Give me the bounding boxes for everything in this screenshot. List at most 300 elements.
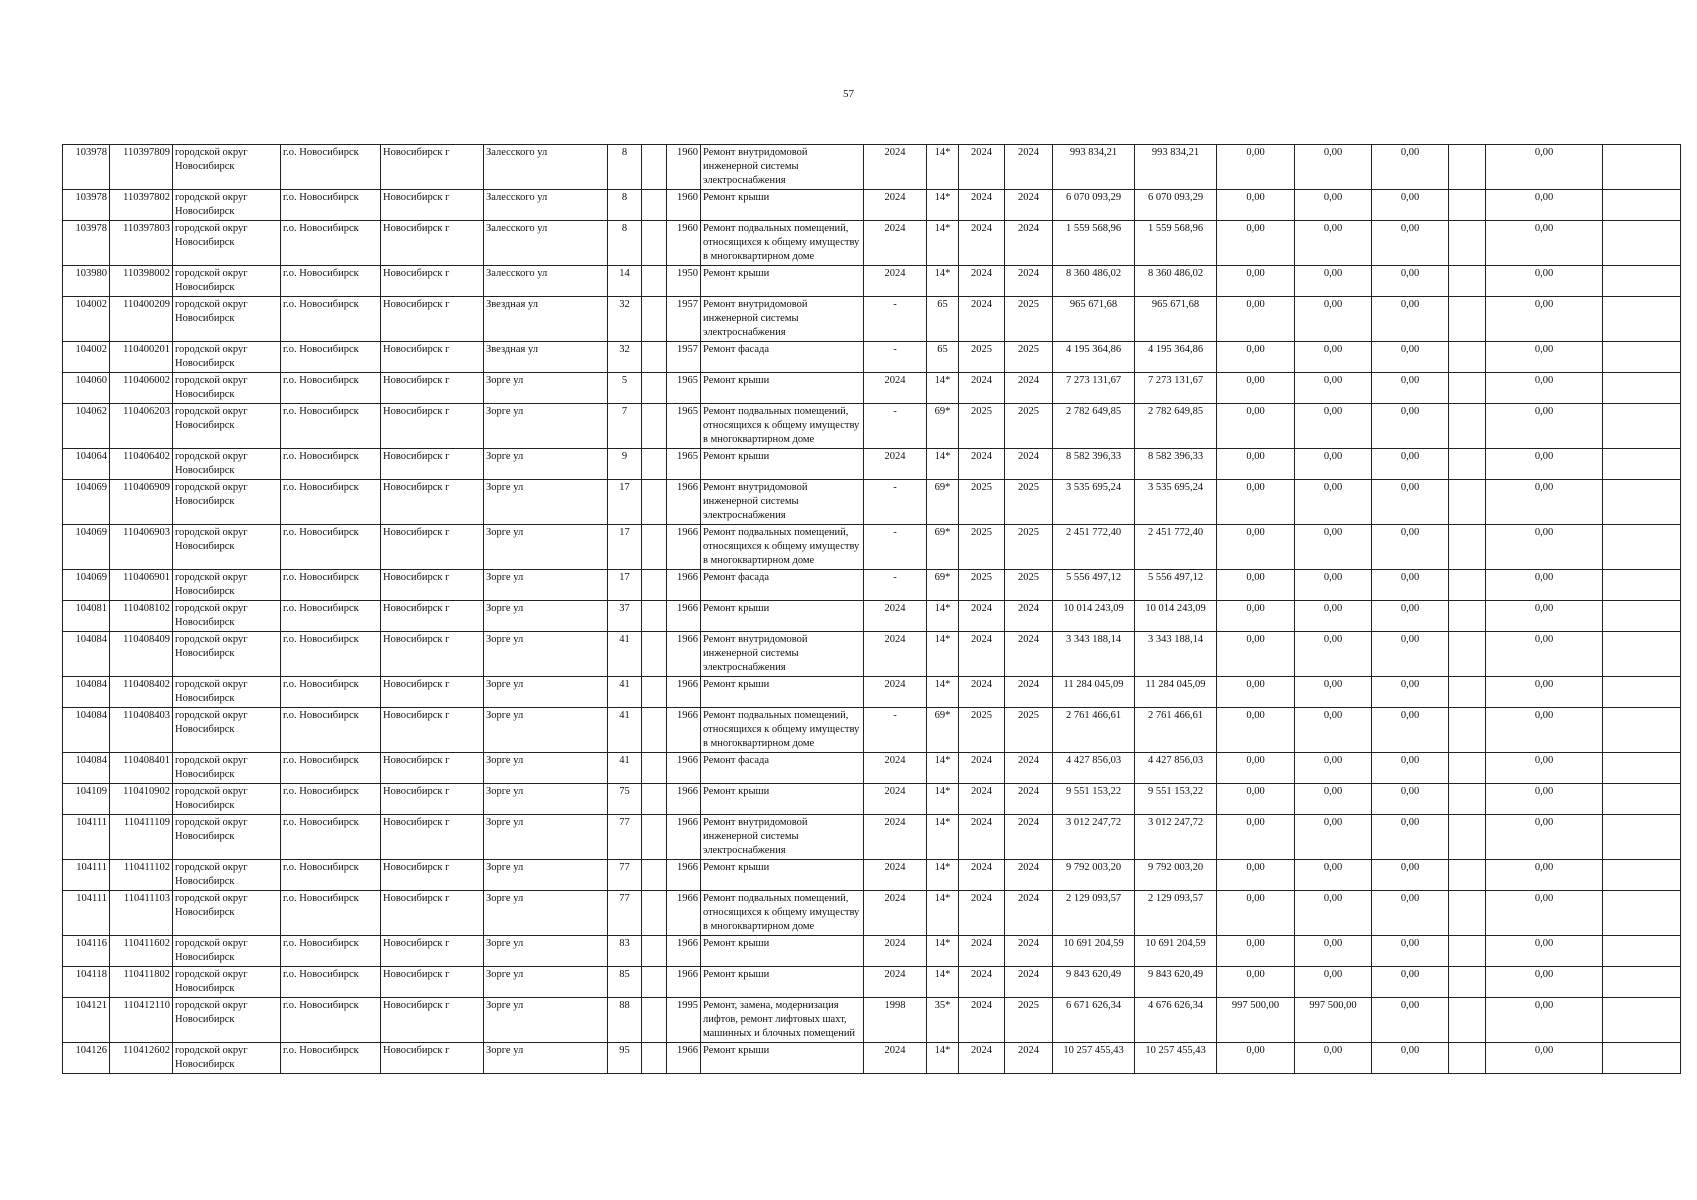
row-last-repair-year: 2024 <box>864 784 927 815</box>
row-city: Новосибирск г <box>381 266 484 297</box>
row-norm-period: 14* <box>927 145 959 190</box>
row-city: Новосибирск г <box>381 190 484 221</box>
row-norm-period: 14* <box>927 784 959 815</box>
row-building <box>642 449 667 480</box>
row-value-6 <box>1603 632 1681 677</box>
row-district: городской округ Новосибирск <box>173 784 281 815</box>
row-year-built: 1966 <box>667 708 701 753</box>
row-year-built: 1966 <box>667 860 701 891</box>
row-value-4 <box>1449 815 1486 860</box>
row-city: Новосибирск г <box>381 342 484 373</box>
row-house: 8 <box>608 190 642 221</box>
row-plan-start: 2024 <box>959 632 1005 677</box>
row-district: городской округ Новосибирск <box>173 525 281 570</box>
row-street: Залесского ул <box>484 221 608 266</box>
row-value-3: 0,00 <box>1372 753 1449 784</box>
row-value-5: 0,00 <box>1486 266 1603 297</box>
row-code: 110411802 <box>110 967 173 998</box>
table-row <box>63 708 1681 753</box>
row-value-2: 0,00 <box>1295 570 1372 601</box>
row-municipality: г.о. Новосибирск <box>281 891 381 936</box>
row-fund-cost: 5 556 497,12 <box>1135 570 1217 601</box>
row-work-type: Ремонт крыши <box>701 601 864 632</box>
row-street: Зорге ул <box>484 601 608 632</box>
row-house: 41 <box>608 632 642 677</box>
row-plan-start: 2024 <box>959 860 1005 891</box>
row-value-2: 0,00 <box>1295 480 1372 525</box>
row-house: 85 <box>608 967 642 998</box>
row-fund-cost: 2 129 093,57 <box>1135 891 1217 936</box>
row-value-3: 0,00 <box>1372 570 1449 601</box>
row-last-repair-year: 2024 <box>864 601 927 632</box>
row-building <box>642 784 667 815</box>
row-norm-period: 14* <box>927 449 959 480</box>
page-number: 57 <box>843 88 854 100</box>
row-code: 110410902 <box>110 784 173 815</box>
row-house: 8 <box>608 145 642 190</box>
row-fund-cost: 8 582 396,33 <box>1135 449 1217 480</box>
table-row <box>63 860 1681 891</box>
row-value-6 <box>1603 860 1681 891</box>
row-id: 104002 <box>63 297 110 342</box>
row-plan-end: 2024 <box>1005 221 1053 266</box>
row-value-4 <box>1449 936 1486 967</box>
row-total-cost: 10 691 204,59 <box>1053 936 1135 967</box>
row-city: Новосибирск г <box>381 404 484 449</box>
row-code: 110408102 <box>110 601 173 632</box>
row-plan-end: 2024 <box>1005 373 1053 404</box>
row-fund-cost: 2 451 772,40 <box>1135 525 1217 570</box>
row-district: городской округ Новосибирск <box>173 221 281 266</box>
row-building <box>642 936 667 967</box>
row-code: 110406203 <box>110 404 173 449</box>
row-fund-cost: 2 782 649,85 <box>1135 404 1217 449</box>
row-value-3: 0,00 <box>1372 601 1449 632</box>
row-year-built: 1966 <box>667 815 701 860</box>
row-total-cost: 10 014 243,09 <box>1053 601 1135 632</box>
row-value-6 <box>1603 266 1681 297</box>
row-work-type: Ремонт подвальных помещений, относящихся к общему имуществу в многоквартирном доме <box>701 708 864 753</box>
row-municipality: г.о. Новосибирск <box>281 145 381 190</box>
row-value-2: 0,00 <box>1295 404 1372 449</box>
row-norm-period: 14* <box>927 860 959 891</box>
row-year-built: 1960 <box>667 190 701 221</box>
row-value-4 <box>1449 145 1486 190</box>
row-plan-end: 2025 <box>1005 525 1053 570</box>
row-last-repair-year: 2024 <box>864 266 927 297</box>
row-street: Зорге ул <box>484 998 608 1043</box>
row-norm-period: 65 <box>927 342 959 373</box>
row-street: Звездная ул <box>484 342 608 373</box>
row-year-built: 1965 <box>667 404 701 449</box>
row-value-3: 0,00 <box>1372 632 1449 677</box>
row-municipality: г.о. Новосибирск <box>281 266 381 297</box>
row-value-4 <box>1449 221 1486 266</box>
row-last-repair-year: - <box>864 708 927 753</box>
row-year-built: 1995 <box>667 998 701 1043</box>
row-city: Новосибирск г <box>381 525 484 570</box>
row-code: 110400201 <box>110 342 173 373</box>
row-total-cost: 5 556 497,12 <box>1053 570 1135 601</box>
row-total-cost: 8 360 486,02 <box>1053 266 1135 297</box>
row-value-6 <box>1603 677 1681 708</box>
row-work-type: Ремонт, замена, модернизация лифтов, ремонт лифтовых шахт, машинных и блочных помещений <box>701 998 864 1043</box>
row-plan-start: 2024 <box>959 297 1005 342</box>
row-last-repair-year: - <box>864 404 927 449</box>
row-value-6 <box>1603 525 1681 570</box>
row-plan-end: 2024 <box>1005 190 1053 221</box>
table-row <box>63 632 1681 677</box>
row-value-4 <box>1449 570 1486 601</box>
row-street: Зорге ул <box>484 967 608 998</box>
row-work-type: Ремонт крыши <box>701 266 864 297</box>
row-municipality: г.о. Новосибирск <box>281 190 381 221</box>
row-value-4 <box>1449 1043 1486 1074</box>
row-municipality: г.о. Новосибирск <box>281 967 381 998</box>
row-work-type: Ремонт фасада <box>701 570 864 601</box>
row-value-5: 0,00 <box>1486 221 1603 266</box>
row-district: городской округ Новосибирск <box>173 632 281 677</box>
row-last-repair-year: - <box>864 342 927 373</box>
row-value-5: 0,00 <box>1486 373 1603 404</box>
row-value-4 <box>1449 753 1486 784</box>
row-building <box>642 632 667 677</box>
row-plan-start: 2025 <box>959 525 1005 570</box>
row-street: Зорге ул <box>484 525 608 570</box>
row-city: Новосибирск г <box>381 815 484 860</box>
row-total-cost: 1 559 568,96 <box>1053 221 1135 266</box>
row-building <box>642 404 667 449</box>
row-value-4 <box>1449 480 1486 525</box>
row-value-1: 0,00 <box>1217 266 1295 297</box>
row-last-repair-year: 2024 <box>864 221 927 266</box>
row-house: 32 <box>608 297 642 342</box>
row-plan-end: 2025 <box>1005 480 1053 525</box>
row-work-type: Ремонт внутридомовой инженерной системы электроснабжения <box>701 815 864 860</box>
row-value-4 <box>1449 891 1486 936</box>
row-street: Зорге ул <box>484 480 608 525</box>
row-plan-start: 2024 <box>959 145 1005 190</box>
row-work-type: Ремонт крыши <box>701 967 864 998</box>
row-year-built: 1957 <box>667 342 701 373</box>
row-year-built: 1966 <box>667 784 701 815</box>
row-value-2: 0,00 <box>1295 221 1372 266</box>
row-city: Новосибирск г <box>381 601 484 632</box>
row-work-type: Ремонт крыши <box>701 677 864 708</box>
row-code: 110406909 <box>110 480 173 525</box>
row-district: городской округ Новосибирск <box>173 570 281 601</box>
row-norm-period: 69* <box>927 570 959 601</box>
row-last-repair-year: - <box>864 480 927 525</box>
row-street: Зорге ул <box>484 936 608 967</box>
row-id: 104069 <box>63 525 110 570</box>
row-plan-end: 2025 <box>1005 998 1053 1043</box>
row-building <box>642 753 667 784</box>
row-fund-cost: 9 551 153,22 <box>1135 784 1217 815</box>
row-id: 104111 <box>63 815 110 860</box>
row-plan-end: 2024 <box>1005 860 1053 891</box>
row-value-3: 0,00 <box>1372 815 1449 860</box>
row-street: Звездная ул <box>484 297 608 342</box>
row-value-3: 0,00 <box>1372 525 1449 570</box>
row-house: 17 <box>608 480 642 525</box>
row-total-cost: 993 834,21 <box>1053 145 1135 190</box>
row-value-6 <box>1603 342 1681 373</box>
row-value-5: 0,00 <box>1486 190 1603 221</box>
row-year-built: 1950 <box>667 266 701 297</box>
row-value-5: 0,00 <box>1486 297 1603 342</box>
row-value-5: 0,00 <box>1486 967 1603 998</box>
row-municipality: г.о. Новосибирск <box>281 342 381 373</box>
row-work-type: Ремонт внутридомовой инженерной системы электроснабжения <box>701 297 864 342</box>
row-value-2: 0,00 <box>1295 891 1372 936</box>
row-street: Зорге ул <box>484 1043 608 1074</box>
row-value-2: 0,00 <box>1295 936 1372 967</box>
row-norm-period: 69* <box>927 708 959 753</box>
row-code: 110408401 <box>110 753 173 784</box>
row-district: городской округ Новосибирск <box>173 860 281 891</box>
row-building <box>642 998 667 1043</box>
row-fund-cost: 965 671,68 <box>1135 297 1217 342</box>
row-building <box>642 525 667 570</box>
row-city: Новосибирск г <box>381 373 484 404</box>
table-row <box>63 190 1681 221</box>
row-street: Зорге ул <box>484 404 608 449</box>
row-work-type: Ремонт крыши <box>701 449 864 480</box>
row-code: 110412110 <box>110 998 173 1043</box>
row-value-4 <box>1449 967 1486 998</box>
row-fund-cost: 10 014 243,09 <box>1135 601 1217 632</box>
row-id: 104116 <box>63 936 110 967</box>
row-fund-cost: 10 691 204,59 <box>1135 936 1217 967</box>
row-house: 41 <box>608 677 642 708</box>
row-district: городской округ Новосибирск <box>173 449 281 480</box>
row-plan-start: 2024 <box>959 373 1005 404</box>
row-building <box>642 480 667 525</box>
row-plan-start: 2025 <box>959 708 1005 753</box>
row-value-2: 0,00 <box>1295 1043 1372 1074</box>
row-last-repair-year: 2024 <box>864 145 927 190</box>
row-last-repair-year: 2024 <box>864 815 927 860</box>
row-id: 104084 <box>63 708 110 753</box>
row-value-1: 0,00 <box>1217 1043 1295 1074</box>
row-norm-period: 14* <box>927 266 959 297</box>
row-city: Новосибирск г <box>381 449 484 480</box>
row-last-repair-year: 2024 <box>864 936 927 967</box>
row-value-6 <box>1603 404 1681 449</box>
row-value-4 <box>1449 342 1486 373</box>
row-building <box>642 891 667 936</box>
row-plan-end: 2025 <box>1005 708 1053 753</box>
row-last-repair-year: 1998 <box>864 998 927 1043</box>
row-building <box>642 677 667 708</box>
row-total-cost: 2 129 093,57 <box>1053 891 1135 936</box>
row-work-type: Ремонт внутридомовой инженерной системы электроснабжения <box>701 145 864 190</box>
row-value-3: 0,00 <box>1372 404 1449 449</box>
table-row <box>63 998 1681 1043</box>
row-total-cost: 2 761 466,61 <box>1053 708 1135 753</box>
row-plan-end: 2025 <box>1005 570 1053 601</box>
row-value-6 <box>1603 190 1681 221</box>
row-house: 17 <box>608 525 642 570</box>
row-value-4 <box>1449 632 1486 677</box>
row-building <box>642 1043 667 1074</box>
row-plan-end: 2024 <box>1005 449 1053 480</box>
row-code: 110412602 <box>110 1043 173 1074</box>
row-id: 104002 <box>63 342 110 373</box>
row-value-2: 0,00 <box>1295 449 1372 480</box>
row-year-built: 1966 <box>667 570 701 601</box>
row-value-3: 0,00 <box>1372 998 1449 1043</box>
row-value-5: 0,00 <box>1486 998 1603 1043</box>
row-id: 104069 <box>63 480 110 525</box>
row-work-type: Ремонт подвальных помещений, относящихся к общему имуществу в многоквартирном доме <box>701 404 864 449</box>
row-value-4 <box>1449 601 1486 632</box>
row-last-repair-year: - <box>864 297 927 342</box>
row-building <box>642 708 667 753</box>
row-work-type: Ремонт внутридомовой инженерной системы электроснабжения <box>701 632 864 677</box>
row-value-2: 997 500,00 <box>1295 998 1372 1043</box>
row-code: 110398002 <box>110 266 173 297</box>
row-district: городской округ Новосибирск <box>173 891 281 936</box>
table-row <box>63 936 1681 967</box>
row-house: 8 <box>608 221 642 266</box>
row-year-built: 1966 <box>667 753 701 784</box>
row-total-cost: 2 782 649,85 <box>1053 404 1135 449</box>
row-value-1: 0,00 <box>1217 404 1295 449</box>
row-work-type: Ремонт крыши <box>701 1043 864 1074</box>
row-district: городской округ Новосибирск <box>173 708 281 753</box>
row-value-2: 0,00 <box>1295 860 1372 891</box>
row-norm-period: 14* <box>927 753 959 784</box>
table-row <box>63 677 1681 708</box>
row-street: Зорге ул <box>484 891 608 936</box>
row-municipality: г.о. Новосибирск <box>281 221 381 266</box>
row-value-6 <box>1603 449 1681 480</box>
table-row <box>63 967 1681 998</box>
row-value-6 <box>1603 373 1681 404</box>
row-plan-end: 2024 <box>1005 601 1053 632</box>
row-work-type: Ремонт крыши <box>701 373 864 404</box>
row-building <box>642 221 667 266</box>
row-street: Зорге ул <box>484 677 608 708</box>
row-plan-start: 2024 <box>959 266 1005 297</box>
row-value-5: 0,00 <box>1486 145 1603 190</box>
row-value-1: 997 500,00 <box>1217 998 1295 1043</box>
row-value-2: 0,00 <box>1295 373 1372 404</box>
row-value-4 <box>1449 190 1486 221</box>
row-value-5: 0,00 <box>1486 525 1603 570</box>
row-plan-start: 2024 <box>959 936 1005 967</box>
row-value-5: 0,00 <box>1486 860 1603 891</box>
row-house: 14 <box>608 266 642 297</box>
row-last-repair-year: 2024 <box>864 891 927 936</box>
row-total-cost: 9 792 003,20 <box>1053 860 1135 891</box>
row-building <box>642 190 667 221</box>
row-id: 103978 <box>63 221 110 266</box>
row-value-1: 0,00 <box>1217 297 1295 342</box>
row-plan-start: 2024 <box>959 190 1005 221</box>
row-code: 110406901 <box>110 570 173 601</box>
row-fund-cost: 2 761 466,61 <box>1135 708 1217 753</box>
row-id: 104081 <box>63 601 110 632</box>
row-value-1: 0,00 <box>1217 449 1295 480</box>
row-year-built: 1966 <box>667 1043 701 1074</box>
row-house: 41 <box>608 753 642 784</box>
row-value-6 <box>1603 480 1681 525</box>
row-last-repair-year: 2024 <box>864 632 927 677</box>
row-value-6 <box>1603 1043 1681 1074</box>
row-municipality: г.о. Новосибирск <box>281 815 381 860</box>
row-total-cost: 7 273 131,67 <box>1053 373 1135 404</box>
row-code: 110408409 <box>110 632 173 677</box>
row-value-1: 0,00 <box>1217 815 1295 860</box>
row-total-cost: 2 451 772,40 <box>1053 525 1135 570</box>
row-municipality: г.о. Новосибирск <box>281 860 381 891</box>
row-building <box>642 601 667 632</box>
row-id: 104111 <box>63 860 110 891</box>
row-fund-cost: 11 284 045,09 <box>1135 677 1217 708</box>
row-code: 110408402 <box>110 677 173 708</box>
row-norm-period: 69* <box>927 480 959 525</box>
row-value-2: 0,00 <box>1295 677 1372 708</box>
row-year-built: 1966 <box>667 525 701 570</box>
row-district: городской округ Новосибирск <box>173 677 281 708</box>
row-municipality: г.о. Новосибирск <box>281 1043 381 1074</box>
row-plan-end: 2024 <box>1005 936 1053 967</box>
row-city: Новосибирск г <box>381 570 484 601</box>
row-district: городской округ Новосибирск <box>173 342 281 373</box>
row-value-3: 0,00 <box>1372 1043 1449 1074</box>
row-total-cost: 4 195 364,86 <box>1053 342 1135 373</box>
row-value-5: 0,00 <box>1486 891 1603 936</box>
row-building <box>642 815 667 860</box>
row-value-4 <box>1449 998 1486 1043</box>
table-row <box>63 480 1681 525</box>
row-municipality: г.о. Новосибирск <box>281 632 381 677</box>
row-value-6 <box>1603 936 1681 967</box>
row-value-5: 0,00 <box>1486 753 1603 784</box>
row-work-type: Ремонт фасада <box>701 342 864 373</box>
row-value-1: 0,00 <box>1217 480 1295 525</box>
row-value-3: 0,00 <box>1372 677 1449 708</box>
row-plan-start: 2025 <box>959 570 1005 601</box>
row-value-6 <box>1603 708 1681 753</box>
row-plan-start: 2024 <box>959 753 1005 784</box>
row-value-5: 0,00 <box>1486 480 1603 525</box>
row-municipality: г.о. Новосибирск <box>281 570 381 601</box>
row-municipality: г.о. Новосибирск <box>281 373 381 404</box>
row-building <box>642 297 667 342</box>
table-row <box>63 404 1681 449</box>
row-value-2: 0,00 <box>1295 525 1372 570</box>
row-value-3: 0,00 <box>1372 145 1449 190</box>
row-city: Новосибирск г <box>381 967 484 998</box>
row-plan-end: 2025 <box>1005 342 1053 373</box>
row-street: Зорге ул <box>484 753 608 784</box>
row-house: 88 <box>608 998 642 1043</box>
row-work-type: Ремонт фасада <box>701 753 864 784</box>
row-municipality: г.о. Новосибирск <box>281 998 381 1043</box>
table-row <box>63 525 1681 570</box>
row-building <box>642 342 667 373</box>
row-municipality: г.о. Новосибирск <box>281 753 381 784</box>
row-plan-start: 2024 <box>959 601 1005 632</box>
row-id: 104084 <box>63 632 110 677</box>
row-value-5: 0,00 <box>1486 708 1603 753</box>
row-city: Новосибирск г <box>381 753 484 784</box>
row-value-4 <box>1449 297 1486 342</box>
